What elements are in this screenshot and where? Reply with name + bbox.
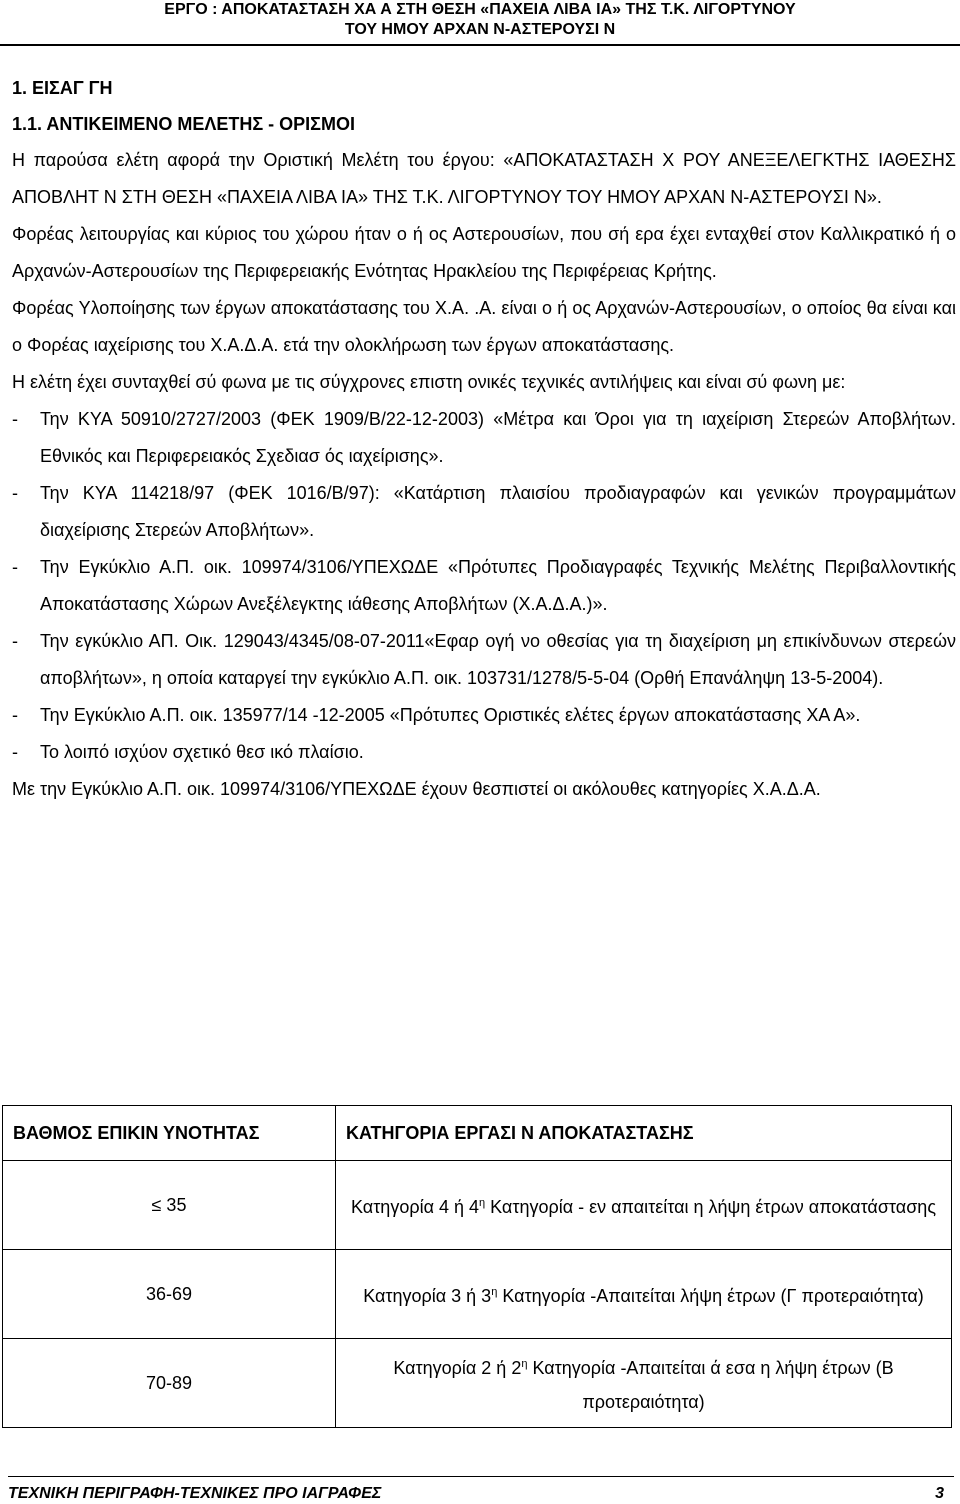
list-item: - Την ΚΥΑ 50910/2727/2003 (ΦΕΚ 1909/Β/22-12-2003) «Μέτρα και Όροι για τη ιαχείριση Στερεών Αποβλήτων. Εθνικός και Περιφερειακός Σχεδιασ ός ιαχείρισης». <box>12 401 956 475</box>
grade-cell: 70-89 <box>3 1339 336 1428</box>
list-item: - Την Εγκύκλιο Α.Π. οικ. 135977/14 -12-2005 «Πρότυπες Οριστικές ελέτες έργων αποκατάστασης ΧΑ Α». <box>12 697 956 734</box>
header-divider <box>0 44 960 46</box>
category-cell: Κατηγορία 3 ή $3^\eta$ Κατηγορία -Απαιτείται λήψη έτρων (Γ προτεραιότητα) <box>336 1250 952 1339</box>
list-item: - Την ΚΥΑ 114218/97 (ΦΕΚ 1016/Β/97): «Κατάρτιση πλαισίου προδιαγραφών και γενικών προγραμμάτων διαχείρισης Στερεών Αποβλήτων». <box>12 475 956 549</box>
category-cell: Κατηγορία 2 ή $2^\eta$ Κατηγορία -Απαιτείται ά εσα η λήψη έτρων (Β προτεραιότητα) <box>336 1339 952 1428</box>
list-item: - Την εγκύκλιο ΑΠ. Οικ. 129043/4345/08-07-2011«Εφαρ ογή νο οθεσίας για τη διαχείριση μη επικίνδυνων στερεών αποβλήτων», η οποία καταργεί την εγκύκλιο Α.Π. οικ. 103731/1278/5-5-04 (Ορθή Επανάληψη 13-5-2004). <box>12 623 956 697</box>
regulation-list <box>12 401 956 771</box>
paragraph-categories: Με την Εγκύκλιο Α.Π. οικ. 109974/3106/ΥΠΕΧΩΔΕ έχουν θεσπιστεί οι ακόλουθες κατηγορίες Χ.Α.Δ.Α. <box>12 779 821 799</box>
grade-cell: ≤ 35 <box>3 1161 336 1250</box>
column-header-category: ΚΑΤΗΓΟΡΙΑ ΕΡΓΑΣΙ Ν ΑΠΟΚΑΤΑΣΤΑΣΗΣ <box>336 1106 952 1161</box>
paragraph-implementer: Φορέας Υλοποίησης των έργων αποκατάστασης του Χ.Α. .Α. είναι ο ή ος Αρχανών-Αστερουσίων, ο οποίος θα είναι και ο Φορέας ιαχείρισης του Χ.Α.Δ.Α. ετά την ολοκλήρωση των έργων αποκατάστασης. <box>12 298 956 355</box>
category-cell: Κατηγορία 4 ή $4^\eta$ Κατηγορία - εν απαιτείται η λήψη έτρων αποκατάστασης <box>336 1161 952 1250</box>
header-line-2: ΤΟΥ ΗΜΟΥ ΑΡΧΑΝ Ν-ΑΣΤΕΡΟΥΣΙ Ν <box>344 21 616 38</box>
page-header <box>0 0 960 44</box>
paragraph-intro: Η παρούσα ελέτη αφορά την Οριστική Μελέτη του έργου: «ΑΠΟΚΑΤΑΣΤΑΣΗ Χ ΡΟΥ ΑΝΕΞΕΛΕΓΚΤΗΣ ΙΑΘΕΣΗΣ ΑΠΟΒΛΗΤ Ν ΣΤΗ ΘΕΣΗ «ΠΑΧΕΙΑ ΛΙΒΑ ΙΑ» ΤΗΣ Τ.Κ. ΛΙΓΟΡΤΥΝΟΥ ΤΟΥ ΗΜΟΥ ΑΡΧΑΝ Ν-ΑΣΤΕΡΟΥΣΙ Ν». <box>12 150 956 207</box>
document-body <box>12 70 956 808</box>
footer-title: ΤΕΧΝΙΚΗ ΠΕΡΙΓΡΑΦΗ-ΤΕΧΝΙΚΕΣ ΠΡΟ ΙΑΓΡΑΦΕΣ <box>8 1485 382 1502</box>
grade-cell: 36-69 <box>3 1250 336 1339</box>
header-line-1: ΕΡΓΟ : ΑΠΟΚΑΤΑΣΤΑΣΗ ΧΑ Α ΣΤΗ ΘΕΣΗ «ΠΑΧΕΙΑ ΛΙΒΑ ΙΑ» ΤΗΣ Τ.Κ. ΛΙΓΟΡΤΥΝΟΥ <box>164 1 796 18</box>
list-item: - Το λοιπό ισχύον σχετικό θεσ ικό πλαίσιο. <box>12 734 956 771</box>
footer-divider <box>8 1476 954 1477</box>
list-item: - Την Εγκύκλιο Α.Π. οικ. 109974/3106/ΥΠΕΧΩΔΕ «Πρότυπες Προδιαγραφές Τεχνικής Μελέτης Περιβαλλοντικής Αποκατάστασης Χώρων Ανεξέλεγκτης ιάθεσης Αποβλήτων (Χ.Α.Δ.Α.)». <box>12 549 956 623</box>
table-row <box>3 1161 952 1250</box>
section-title: 1. ΕΙΣΑΓ ΓΗ <box>12 78 113 98</box>
page-number: 3 <box>935 1485 944 1502</box>
column-header-grade: ΒΑΘΜΟΣ ΕΠΙΚΙΝ ΥΝΟΤΗΤΑΣ <box>3 1106 336 1161</box>
hazard-category-table <box>2 1105 952 1428</box>
table-header-row <box>3 1106 952 1161</box>
table-row <box>3 1339 952 1428</box>
page-footer <box>8 1481 954 1503</box>
subsection-title: 1.1. ΑΝΤΙΚΕΙΜΕΝΟ ΜΕΛΕΤΗΣ - ΟΡΙΣΜΟΙ <box>12 114 355 134</box>
table-row <box>3 1250 952 1339</box>
paragraph-operator: Φορέας λειτουργίας και κύριος του χώρου ήταν ο ή ος Αστερουσίων, που σή ερα έχει ενταχθεί στον Καλλικρατικό ή ο Αρχανών-Αστερουσίων της Περιφερειακής Ενότητας Ηρακλείου της Περιφέρειας Κρήτης. <box>12 224 956 281</box>
paragraph-compliance: Η ελέτη έχει συνταχθεί σύ φωνα με τις σύγχρονες επιστη ονικές τεχνικές αντιλήψεις και είναι σύ φωνη με: <box>12 372 846 392</box>
